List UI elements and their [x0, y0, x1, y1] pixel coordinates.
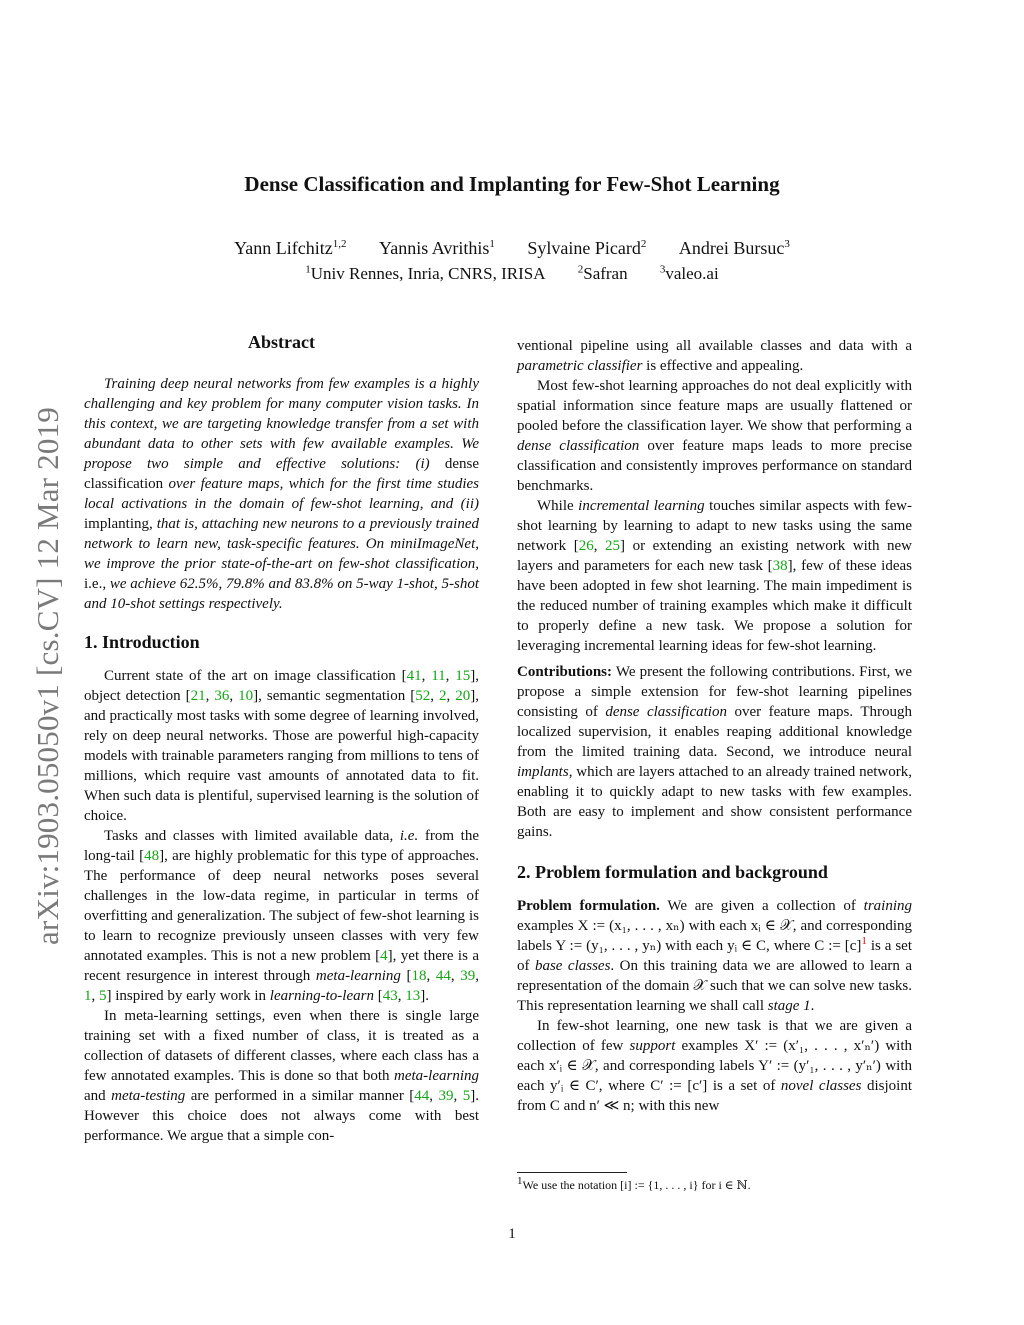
citation-link[interactable]: 25 — [605, 538, 621, 554]
citation-link[interactable]: 2 — [439, 688, 447, 704]
author: Sylvaine Picard$^2$ — [527, 238, 647, 258]
intro-paragraph: Current state of the art on image classification [41, 11, 15], object detection [21, 36, 10], semantic segmentation [52, 2, 20], and practically most tasks with some degree of learning involved, rely on deep neural networks. Those are powerful high-capacity models with trainable parameters ranging from millions to tens of millions, which require vast amounts of annotated data to fit. When such data is plentiful, supervised learning is the solution of choice. — [84, 668, 480, 824]
citation-link[interactable]: 11 — [431, 668, 446, 684]
citation-link[interactable]: 52 — [415, 688, 431, 704]
citation-link[interactable]: 44 — [414, 1088, 430, 1104]
citation-link[interactable]: 5 — [99, 988, 107, 1004]
page-number: 1 — [508, 1226, 516, 1242]
citation-link[interactable]: 39 — [460, 968, 476, 984]
abstract-heading: Abstract — [248, 332, 315, 352]
citation-link[interactable]: 1 — [84, 988, 92, 1004]
author: Yann Lifchitz$^{1,2}$ — [234, 238, 347, 258]
citation-link[interactable]: 4 — [380, 948, 388, 964]
contributions-label: Contributions: — [517, 664, 613, 680]
citation-link[interactable]: 26 — [578, 538, 594, 554]
citation-link[interactable]: 41 — [406, 668, 422, 684]
intro-paragraph: Tasks and classes with limited available data, i.e. from the long-tail [48], are highly problematic for this type of approaches. The performance of deep neural networks poses several challenges in the low-data regime, in particular in terms of overfitting and generalization. The subject of few-shot learning is to learn to recognize previously unseen classes with very few annotated examples. This is not a new problem [4], yet there is a recent resurgence in interest through meta-learning [18, 44, 39, 1, 5] inspired by early work in learning-to-learn [43, 13]. — [84, 828, 480, 1004]
problem-paragraph: Problem formulation. We are given a collection of training examples X := (x₁, . . . , xₙ) with each xᵢ ∈ 𝒳, and corresponding labels Y := (y₁, . . . , yₙ) with each yᵢ ∈ C, where C := $[c]^1$ is a set of base classes. On this training data we are allowed to learn a representation of the domain 𝒳 such that we can solve new tasks. This representation learning we shall call stage 1. — [517, 898, 913, 1014]
footnote-ref[interactable]: 1 — [861, 935, 867, 947]
problem-paragraph: In few-shot learning, one new task is that we are given a collection of few support examples X′ := (x′₁, . . . , x′ₙ′) with each x′ᵢ ∈ 𝒳, and corresponding labels Y′ := (y′₁, . . . , y′ₙ′) with each y′ᵢ ∈ C′, where C′ := [c′] is a set of novel classes disjoint from C and n′ ≪ n; with this new — [517, 1018, 913, 1114]
citation-link[interactable]: 21 — [190, 688, 206, 704]
arxiv-stamp: arXiv:1903.05050v1 [cs.CV] 12 Mar 2019 — [30, 407, 65, 945]
abstract-text: Training deep neural networks from few examples is a highly challenging and key problem for many computer vision tasks. In this context, we are targeting knowledge transfer from a set with abundant data to other sets with few available examples. We propose two simple and effective solutions: (i) dense classification over feature maps, which for the first time studies local activations in the domain of few-shot learning, and (ii) implanting, that is, attaching new neurons to a previously trained network to learn new, task-specific features. On miniImageNet, we improve the prior state-of-the-art on few-shot classification, i.e., we achieve 62.5%, 79.8% and 83.8% on 5-way 1-shot, 5-shot and 10-shot settings respectively. — [84, 376, 479, 612]
right-column — [517, 336, 912, 1116]
left-column — [84, 332, 479, 1146]
citation-link[interactable]: 15 — [455, 668, 471, 684]
citation-link[interactable]: 18 — [411, 968, 427, 984]
citation-link[interactable]: 5 — [462, 1088, 471, 1104]
problem-label: Problem formulation. — [517, 898, 660, 914]
intro-paragraph: ventional pipeline using all available classes and data with a parametric classifier is effective and appealing. — [517, 338, 912, 374]
citation-link[interactable]: 38 — [772, 558, 788, 574]
citation-link[interactable]: 36 — [214, 688, 230, 704]
affiliation-list — [0, 264, 1024, 284]
citation-link[interactable]: 13 — [405, 988, 421, 1004]
section-heading-problem-formulation: 2. Problem formulation and background — [517, 862, 828, 882]
citation-link[interactable]: 20 — [455, 688, 471, 704]
citation-link[interactable]: 10 — [238, 688, 254, 704]
citation-link[interactable]: 48 — [144, 848, 160, 864]
citation-link[interactable]: 44 — [435, 968, 451, 984]
section-heading-introduction: 1. Introduction — [84, 632, 200, 652]
affiliation: $^2$Safran — [577, 263, 628, 283]
paper-title: Dense Classification and Implanting for Few-Shot Learning — [244, 172, 780, 196]
intro-paragraph: In meta-learning settings, even when there is single large training set with a fixed number of class, it is treated as a collection of datasets of different classes, where each class has a few annotated examples. This is done so that both meta-learning and meta-testing are performed in a similar manner [44, 39, 5]. However this choice does not always come with best performance. We argue that a simple con- — [84, 1008, 479, 1144]
contributions-paragraph: Contributions: We present the following contributions. First, we propose a simple extension for few-shot learning pipelines consisting of dense classification over feature maps. Through localized supervision, it enables reaping additional knowledge from the limited training data. Second, we introduce neural implants, which are layers attached to an already trained network, enabling it to quickly adapt to new tasks with few examples. Both are easy to implement and show consistent performance gains. — [517, 664, 912, 840]
citation-link[interactable]: 43 — [382, 988, 398, 1004]
intro-paragraph: Most few-shot learning approaches do not deal explicitly with spatial information since feature maps are usually flattened or pooled before the classification layer. We show that performing a dense classification over feature maps leads to more precise classification and consistently improves performance on standard benchmarks. — [517, 378, 912, 494]
footnote: $^1$We use the notation [i] := {1, . . . , i} for i ∈ ℕ. — [517, 1175, 751, 1192]
intro-paragraph: While incremental learning touches similar aspects with few-shot learning by learning to adapt to new tasks using the same network [26, 25] or extending an existing network with new layers and parameters for each new task [38], few of these ideas have been adopted in few shot learning. The main impediment is the reduced number of training examples which make it difficult to properly define a new task. We propose a solution for leveraging incremental learning ideas for few-shot learning. — [517, 498, 912, 654]
author: Yannis Avrithis$^1$ — [379, 238, 495, 258]
affiliation: $^1$Univ Rennes, Inria, CNRS, IRISA — [305, 263, 546, 283]
footnote-divider — [517, 1172, 627, 1173]
affiliation: $^3$valeo.ai — [659, 263, 719, 283]
author: Andrei Bursuc$^3$ — [678, 238, 790, 258]
citation-link[interactable]: 39 — [438, 1088, 454, 1104]
author-list — [0, 238, 1024, 259]
